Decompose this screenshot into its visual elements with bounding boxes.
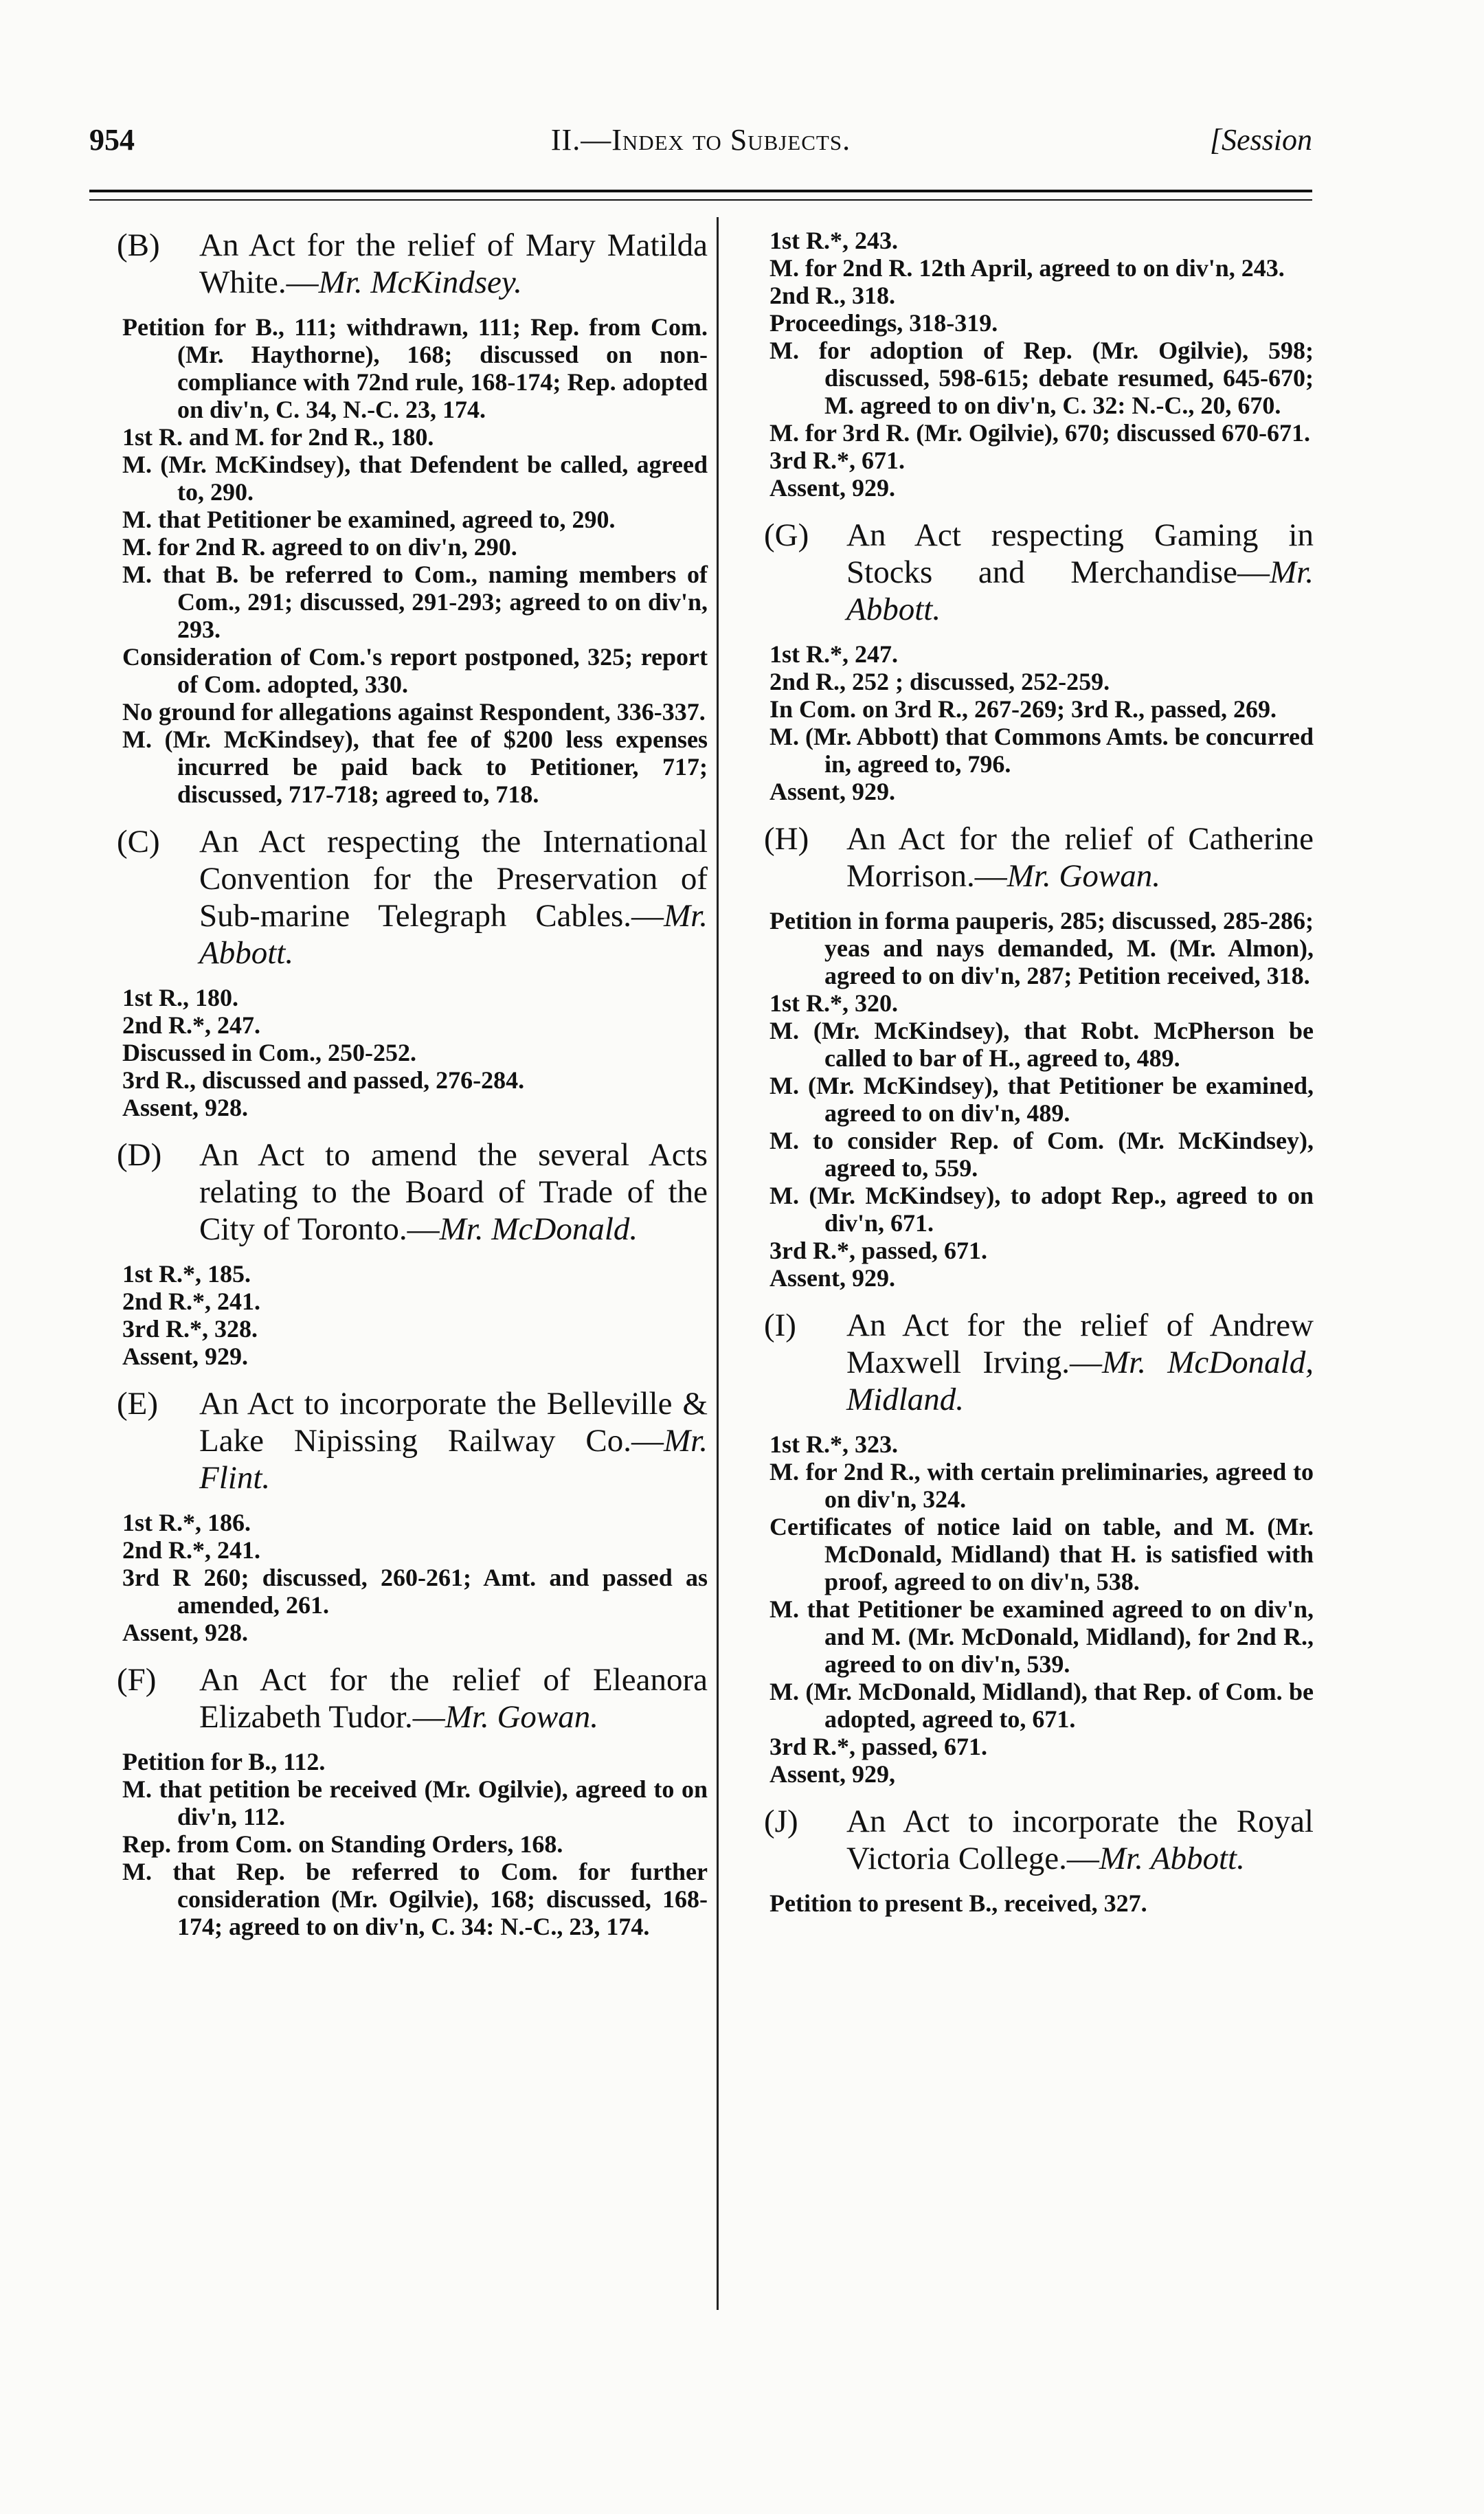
proceeding-line: Petition for B., 112. <box>122 1748 326 1775</box>
act-letter: (J) <box>764 1804 798 1839</box>
proceeding-line: 3rd R.*, passed, 671. <box>769 1237 988 1264</box>
page-number: 954 <box>89 123 135 157</box>
page-title: II.—Index to Subjects. <box>550 123 851 157</box>
proceeding-line: Assent, 929, <box>769 1760 896 1788</box>
proceeding-line: M. (Mr. Abbott) that Commons Amts. be concurred in, agreed to, 796. <box>769 723 1314 778</box>
left-column <box>117 227 708 1955</box>
act-member: Mr. McDonald, Midland. <box>846 1345 1314 1417</box>
act-heading <box>764 1803 1314 1877</box>
index-entry <box>764 1803 1314 1917</box>
proceeding-line: Discussed in Com., 250-252. <box>122 1039 417 1066</box>
act-member: Mr. McDonald. <box>439 1211 638 1247</box>
column-divider <box>717 217 719 2310</box>
proceeding-line: 1st R.*, 323. <box>769 1430 898 1458</box>
act-member: Mr. Flint. <box>199 1423 708 1496</box>
proceeding-line: M. (Mr. McKindsey), that Robt. McPherson be called to bar of H., agreed to, 489. <box>769 1017 1314 1072</box>
index-entry <box>117 1136 708 1370</box>
act-heading <box>117 823 708 972</box>
proceeding-line: M. for 2nd R. agreed to on div'n, 290. <box>122 533 517 561</box>
act-member: Mr. Abbott. <box>1099 1841 1245 1876</box>
index-entry <box>117 1385 708 1646</box>
act-member: Mr. McKindsey. <box>318 265 522 300</box>
proceeding-line: 1st R.*, 320. <box>769 989 898 1017</box>
proceeding-line: 1st R. and M. for 2nd R., 180. <box>122 423 434 451</box>
proceeding-line: Assent, 929. <box>769 474 896 502</box>
proceeding-line: M. for 2nd R. 12th April, agreed to on div'n, 243. <box>769 254 1285 282</box>
proceeding-line: M. for 2nd R., with certain preliminaries, agreed to on div'n, 324. <box>769 1458 1314 1513</box>
proceeding-line: Proceedings, 318-319. <box>769 309 998 337</box>
act-heading <box>117 1136 708 1248</box>
proceeding-line: M. that Petitioner be examined agreed to on div'n, and M. (Mr. McDonald, Midland), for 2nd R., agreed to on div'n, 539. <box>769 1595 1314 1678</box>
act-heading <box>764 517 1314 628</box>
proceeding-line: Petition in forma pauperis, 285; discussed, 285-286; yeas and nays demanded, M. (Mr. Almon), agreed to on div'n, 287; Petition received, 318. <box>769 907 1314 989</box>
act-title: An Act respecting Gaming in Stocks and Merchandise— <box>846 517 1314 590</box>
proceeding-line: 3rd R 260; discussed, 260-261; Amt. and passed as amended, 261. <box>122 1564 708 1619</box>
index-entry <box>764 820 1314 1292</box>
session-label: [Session <box>1209 123 1312 157</box>
proceeding-line: M. (Mr. McKindsey), that fee of $200 less expenses incurred be paid back to Petitioner, 717; discussed, 717-718; agreed to, 718. <box>122 726 708 808</box>
proceeding-line: Rep. from Com. on Standing Orders, 168. <box>122 1830 563 1858</box>
act-letter: (D) <box>117 1137 162 1173</box>
act-letter: (B) <box>117 227 160 263</box>
proceeding-line: M. (Mr. McKindsey), to adopt Rep., agreed to on div'n, 671. <box>769 1182 1314 1237</box>
act-heading <box>117 1661 708 1736</box>
proceeding-line: Petition for B., 111; withdrawn, 111; Rep. from Com. (Mr. Haythorne), 168; discussed on non-compliance with 72nd rule, 168-174; Rep. adopted on div'n, C. 34, N.-C. 23, 174. <box>122 313 708 423</box>
index-entry <box>117 823 708 1121</box>
index-entry <box>764 1307 1314 1788</box>
index-entry <box>764 227 1314 502</box>
act-title: An Act respecting the International Convention for the Preservation of Sub-marine Telegraph Cables.— <box>199 824 708 934</box>
proceeding-line: 2nd R., 318. <box>769 282 896 309</box>
act-letter: (I) <box>764 1307 796 1343</box>
proceeding-line: M. that petition be received (Mr. Ogilvie), agreed to on div'n, 112. <box>122 1775 708 1830</box>
proceeding-line: 3rd R.*, passed, 671. <box>769 1733 988 1760</box>
index-entry <box>764 517 1314 805</box>
act-heading <box>764 820 1314 895</box>
proceeding-line: 1st R., 180. <box>122 984 238 1011</box>
act-letter: (C) <box>117 824 160 860</box>
index-entry <box>117 1661 708 1940</box>
proceeding-line: M. to consider Rep. of Com. (Mr. McKindsey), agreed to, 559. <box>769 1127 1314 1182</box>
proceeding-line: In Com. on 3rd R., 267-269; 3rd R., passed, 269. <box>769 695 1277 723</box>
proceeding-line: 3rd R., discussed and passed, 276-284. <box>122 1066 525 1094</box>
act-letter: (E) <box>117 1386 159 1422</box>
act-letter: (H) <box>764 821 809 857</box>
proceeding-line: 1st R.*, 185. <box>122 1260 251 1288</box>
proceeding-line: 2nd R.*, 247. <box>122 1011 261 1039</box>
proceeding-line: Assent, 928. <box>122 1094 249 1121</box>
proceeding-line: Assent, 929. <box>122 1343 249 1370</box>
page-header <box>89 115 1312 164</box>
proceeding-line: Petition to present B., received, 327. <box>769 1889 1147 1917</box>
proceeding-line: 2nd R.*, 241. <box>122 1536 261 1564</box>
proceeding-line: 1st R.*, 243. <box>769 227 898 254</box>
act-title: An Act for the relief of Catherine Morrison.— <box>846 821 1314 894</box>
proceeding-line: 3rd R.*, 328. <box>122 1315 258 1343</box>
act-heading <box>117 227 708 301</box>
act-title: An Act to amend the several Acts relating to the Board of Trade of the City of Toronto.— <box>199 1137 708 1247</box>
act-member: Mr. Gowan. <box>1007 858 1160 894</box>
proceeding-line: M. (Mr. McKindsey), that Defendent be called, agreed to, 290. <box>122 451 708 506</box>
proceeding-line: 3rd R.*, 671. <box>769 447 905 474</box>
proceeding-line: Consideration of Com.'s report postponed, 325; report of Com. adopted, 330. <box>122 643 708 698</box>
proceeding-line: 1st R.*, 247. <box>769 640 898 668</box>
proceeding-line: Certificates of notice laid on table, and M. (Mr. McDonald, Midland) that H. is satisfied with proof, agreed to on div'n, 538. <box>769 1513 1314 1595</box>
proceeding-line: Assent, 928. <box>122 1619 249 1646</box>
act-letter: (G) <box>764 517 809 553</box>
act-heading <box>764 1307 1314 1418</box>
proceeding-line: M. for adoption of Rep. (Mr. Ogilvie), 598; discussed, 598-615; debate resumed, 645-670; M. agreed to on div'n, C. 32: N.-C., 20, 670. <box>769 337 1314 419</box>
proceeding-line: 2nd R.*, 241. <box>122 1288 261 1315</box>
proceeding-line: Assent, 929. <box>769 778 896 805</box>
index-entry <box>117 227 708 808</box>
act-title: An Act for the relief of Mary Matilda White.— <box>199 227 708 300</box>
act-member: Mr. Abbott. <box>846 554 1314 627</box>
proceeding-line: M. that Rep. be referred to Com. for further consideration (Mr. Ogilvie), 168; discussed, 168-174; agreed to on div'n, C. 34: N.-C., 23, 174. <box>122 1858 708 1940</box>
proceeding-line: M. that B. be referred to Com., naming members of Com., 291; discussed, 291-293; agreed to on div'n, 293. <box>122 561 708 643</box>
proceeding-line: 1st R.*, 186. <box>122 1509 251 1536</box>
header-rule-thin <box>89 199 1312 201</box>
right-column <box>764 227 1314 1932</box>
act-heading <box>117 1385 708 1496</box>
act-title: An Act for the relief of Eleanora Elizabeth Tudor.— <box>199 1662 708 1735</box>
proceeding-line: M. for 3rd R. (Mr. Ogilvie), 670; discussed 670-671. <box>769 419 1310 447</box>
proceeding-line: 2nd R., 252 ; discussed, 252-259. <box>769 668 1110 695</box>
act-letter: (F) <box>117 1662 157 1698</box>
act-title: An Act to incorporate the Belleville & Lake Nipissing Railway Co.— <box>199 1386 708 1459</box>
proceeding-line: M. that Petitioner be examined, agreed to, 290. <box>122 506 616 533</box>
proceeding-line: M. (Mr. McKindsey), that Petitioner be examined, agreed to on div'n, 489. <box>769 1072 1314 1127</box>
header-rule-thick <box>89 190 1312 192</box>
proceeding-line: M. (Mr. McDonald, Midland), that Rep. of Com. be adopted, agreed to, 671. <box>769 1678 1314 1733</box>
act-member: Mr. Gowan. <box>445 1699 599 1735</box>
act-member: Mr. Abbott. <box>199 898 708 971</box>
proceeding-line: Assent, 929. <box>769 1264 896 1292</box>
act-title: An Act to incorporate the Royal Victoria College.— <box>846 1804 1314 1876</box>
act-title: An Act for the relief of Andrew Maxwell Irving.— <box>846 1307 1314 1380</box>
proceeding-line: No ground for allegations against Respondent, 336-337. <box>122 698 706 726</box>
